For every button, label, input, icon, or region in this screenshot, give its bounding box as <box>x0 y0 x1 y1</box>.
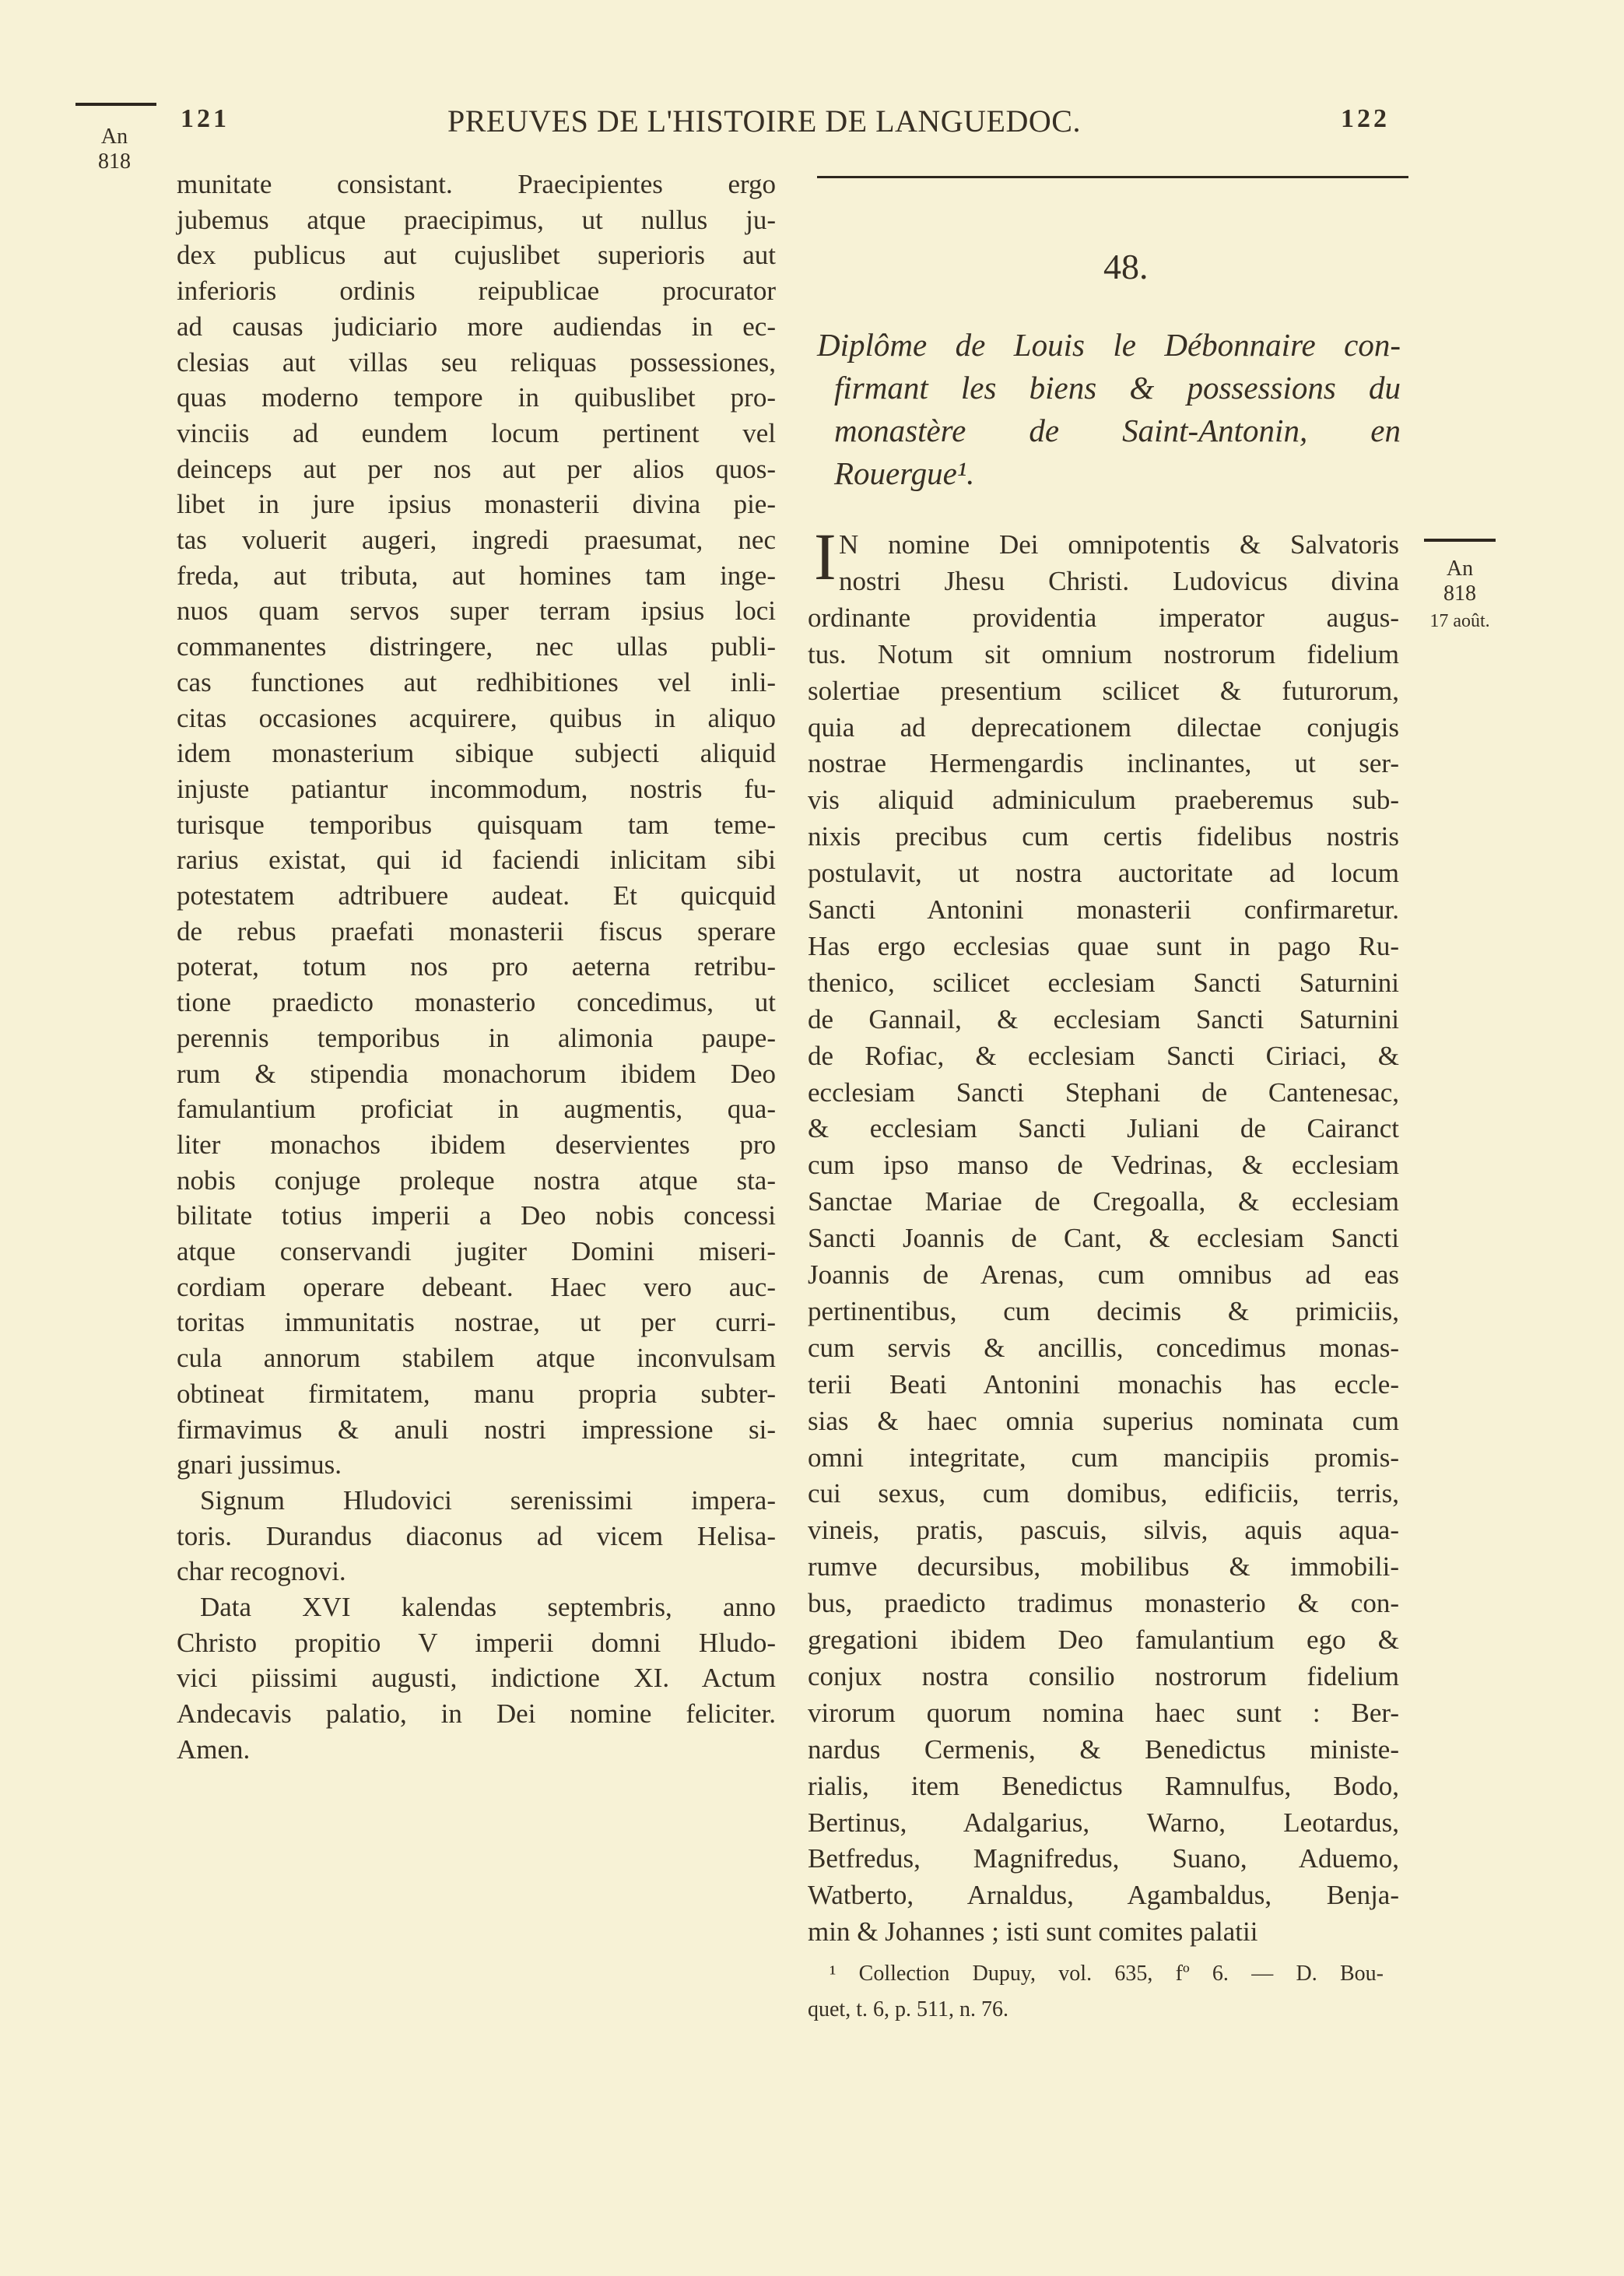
text-line: sias & haec omnia superius nominata cum <box>808 1405 1399 1436</box>
text-line: rialis, item Benedictus Ramnulfus, Bodo, <box>808 1770 1399 1801</box>
text-line: Has ergo ecclesias quae sunt in pago Ru- <box>808 930 1399 961</box>
text-line: virorum quorum nomina haec sunt : Ber- <box>808 1697 1399 1728</box>
text-line: de rebus praefati monasterii fiscus sperare <box>177 915 776 947</box>
text-line: deinceps aut per nos aut per alios quos- <box>177 453 776 484</box>
text-line: Amen. <box>177 1733 251 1765</box>
text-line: ecclesiam Sancti Stephani de Cantenesac, <box>808 1077 1399 1108</box>
margin-date: 17 août. <box>1429 611 1490 632</box>
text-line: nuos quam servos super terram ipsius loci <box>177 595 776 627</box>
text-line: ordinante providentia imperator augus- <box>808 602 1399 633</box>
section-rule <box>817 176 1408 178</box>
text-line: Sancti Joannis de Cant, & ecclesiam Sancti <box>808 1223 1399 1254</box>
text-line: bilitate totius imperii a Deo nobis concessi <box>177 1200 776 1231</box>
text-line: cui sexus, cum domibus, edificiis, terris, <box>808 1478 1399 1509</box>
text-line: N nomine Dei omnipotentis & Salvatoris <box>839 529 1399 560</box>
text-line: monastère de Saint-Antonin, en <box>834 413 1401 448</box>
text-line: cula annorum stabilem atque inconvulsam <box>177 1343 776 1374</box>
margin-year: 818 <box>1443 581 1476 606</box>
text-line: quia ad deprecationem dilectae conjugis <box>808 711 1399 743</box>
margin-rule-right <box>1424 539 1496 542</box>
text-line: quet, t. 6, p. 511, n. 76. <box>808 1997 1008 2021</box>
text-line: nixis precibus cum certis fidelibus nostris <box>808 821 1399 852</box>
document-number: 48. <box>1103 247 1149 286</box>
right-page-number: 122 <box>1341 104 1390 133</box>
text-line: toris. Durandus diaconus ad vicem Helisa- <box>177 1520 776 1551</box>
document-title <box>817 325 1401 504</box>
text-line: pertinentibus, cum decimis & primiciis, <box>808 1295 1399 1326</box>
text-line: tione praedicto monasterio concedimus, ut <box>177 987 776 1018</box>
text-line: rum & stipendia monachorum ibidem Deo <box>177 1058 776 1089</box>
text-line: vici piissimi augusti, indictione XI. Actum <box>177 1663 776 1694</box>
margin-note-right <box>1429 557 1491 633</box>
text-line: dex publicus aut cujuslibet superioris aut <box>177 240 776 271</box>
text-line: thenico, scilicet ecclesiam Sancti Saturnini <box>808 967 1399 998</box>
text-line: gregationi ibidem Deo famulantium ego & <box>808 1624 1399 1655</box>
margin-label: An <box>1446 557 1474 581</box>
text-line: char recognovi. <box>177 1556 346 1587</box>
text-line: rumve decursibus, mobilibus & immobili- <box>808 1551 1399 1582</box>
text-line: idem monasterium sibique subjecti aliquid <box>177 738 776 769</box>
text-line: atque conservandi jugiter Domini miseri- <box>177 1236 776 1266</box>
text-line: nostrae Hermengardis inclinantes, ut ser- <box>808 748 1399 779</box>
footnote <box>808 1956 1384 2034</box>
text-line: Betfredus, Magnifredus, Suano, Aduemo, <box>808 1843 1399 1874</box>
text-line: bus, praedicto tradimus monasterio & con- <box>808 1588 1399 1619</box>
text-line: inferioris ordinis reipublicae procurator <box>177 276 776 307</box>
text-line: rarius existat, qui id faciendi inlicitam sibi <box>177 845 776 876</box>
text-line: famulantium proficiat in augmentis, qua- <box>177 1094 776 1125</box>
text-line: quas moderno tempore in quibuslibet pro- <box>177 382 776 413</box>
margin-label: An <box>100 125 128 149</box>
text-line: nobis conjuge proleque nostra atque sta- <box>177 1164 776 1196</box>
text-line: potestatem adtribuere audeat. Et quicquid <box>177 880 776 911</box>
text-line: postulavit, ut nostra auctoritate ad locum <box>808 858 1399 889</box>
text-line: commanentes distringere, nec ullas publi- <box>177 631 776 662</box>
text-line: liter monachos ibidem deservientes pro <box>177 1129 776 1160</box>
text-line: firmant les biens & possessions du <box>834 370 1401 406</box>
text-line: de Rofiac, & ecclesiam Sancti Ciriaci, & <box>808 1040 1399 1071</box>
left-page-number: 121 <box>181 104 230 133</box>
margin-note-left <box>87 125 142 174</box>
text-line: tus. Notum sit omnium nostrorum fidelium <box>808 638 1399 669</box>
text-line: gnari jussimus. <box>177 1449 342 1480</box>
text-line: Rouergue¹. <box>834 455 975 491</box>
text-line: cas functiones aut redhibitiones vel inli- <box>177 666 776 697</box>
margin-year: 818 <box>98 149 131 174</box>
text-line: obtineat firmitatem, manu propria subter- <box>177 1378 776 1409</box>
text-line: Data XVI kalendas septembris, anno <box>200 1592 776 1622</box>
text-line: cum ipso manso de Vedrinas, & ecclesiam <box>808 1150 1399 1181</box>
text-line: ad causas judiciario more audiendas in ec- <box>177 311 776 342</box>
text-line: Andecavis palatio, in Dei nomine feliciter. <box>177 1698 776 1730</box>
text-line: cum servis & ancillis, concedimus monas- <box>808 1332 1399 1363</box>
right-column <box>808 527 1399 2006</box>
drop-cap: I <box>814 519 837 594</box>
text-line: vinciis ad eundem locum pertinent vel <box>177 417 776 448</box>
text-line: cordiam operare debeant. Haec vero auc- <box>177 1271 776 1302</box>
margin-rule-left <box>75 103 156 106</box>
text-line: vis aliquid adminiculum praeberemus sub- <box>808 785 1399 816</box>
text-line: Joannis de Arenas, cum omnibus ad eas <box>808 1259 1399 1290</box>
text-line: terii Beati Antonini monachis has eccle- <box>808 1368 1399 1400</box>
text-line: omni integritate, cum mancipiis promis- <box>808 1442 1399 1473</box>
text-line: poterat, totum nos pro aeterna retribu- <box>177 951 776 982</box>
text-line: Bertinus, Adalgarius, Warno, Leotardus, <box>808 1807 1399 1838</box>
text-line: Signum Hludovici serenissimi impera- <box>200 1484 776 1516</box>
text-line: min & Johannes ; isti sunt comites palatii <box>808 1916 1258 1948</box>
text-line: Diplôme de Louis le Débonnaire con- <box>817 327 1401 363</box>
text-line: Christo propitio V imperii domni Hludo- <box>177 1627 776 1658</box>
text-line: freda, aut tributa, aut homines tam inge- <box>177 560 776 591</box>
text-line: firmavimus & anuli nostri impressione si- <box>177 1414 776 1445</box>
text-line: perennis temporibus in alimonia paupe- <box>177 1022 776 1053</box>
left-column <box>177 167 776 1801</box>
text-line: citas occasiones acquirere, quibus in aliquo <box>177 702 776 733</box>
text-line: Sancti Antonini monasterii confirmaretur. <box>808 894 1399 925</box>
text-line: jubemus atque praecipimus, ut nullus ju- <box>177 204 776 235</box>
text-line: de Gannail, & ecclesiam Sancti Saturnini <box>808 1003 1399 1034</box>
text-line: vineis, pratis, pascuis, silvis, aquis aqua- <box>808 1515 1399 1546</box>
text-line: clesias aut villas seu reliquas possessiones, <box>177 346 776 378</box>
text-line: libet in jure ipsius monasterii divina pie- <box>177 489 776 520</box>
text-line: injuste patiantur incommodum, nostris fu- <box>177 773 776 804</box>
text-line: Sanctae Mariae de Cregoalla, & ecclesiam <box>808 1186 1399 1217</box>
text-line: nostri Jhesu Christi. Ludovicus divina <box>839 565 1399 596</box>
text-line: nardus Cermenis, & Benedictus ministe- <box>808 1733 1399 1765</box>
text-line: toritas immunitatis nostrae, ut per curri- <box>177 1307 776 1338</box>
text-line: tas voluerit augeri, ingredi praesumat, nec <box>177 525 776 555</box>
text-line: solertiae presentium scilicet & futurorum, <box>808 675 1399 706</box>
text-line: Watberto, Arnaldus, Agambaldus, Benja- <box>808 1880 1399 1911</box>
text-line: & ecclesiam Sancti Juliani de Cairanct <box>808 1113 1399 1144</box>
text-line: munitate consistant. Praecipientes ergo <box>177 169 776 199</box>
text-line: turisque temporibus quisquam tam teme- <box>177 809 776 840</box>
text-line: ¹ Collection Dupuy, vol. 635, fº 6. — D. Bou- <box>830 1962 1384 1986</box>
text-line: conjux nostra consilio nostrorum fidelium <box>808 1660 1399 1691</box>
running-title: PREUVES DE L'HISTOIRE DE LANGUEDOC. <box>447 104 1081 139</box>
